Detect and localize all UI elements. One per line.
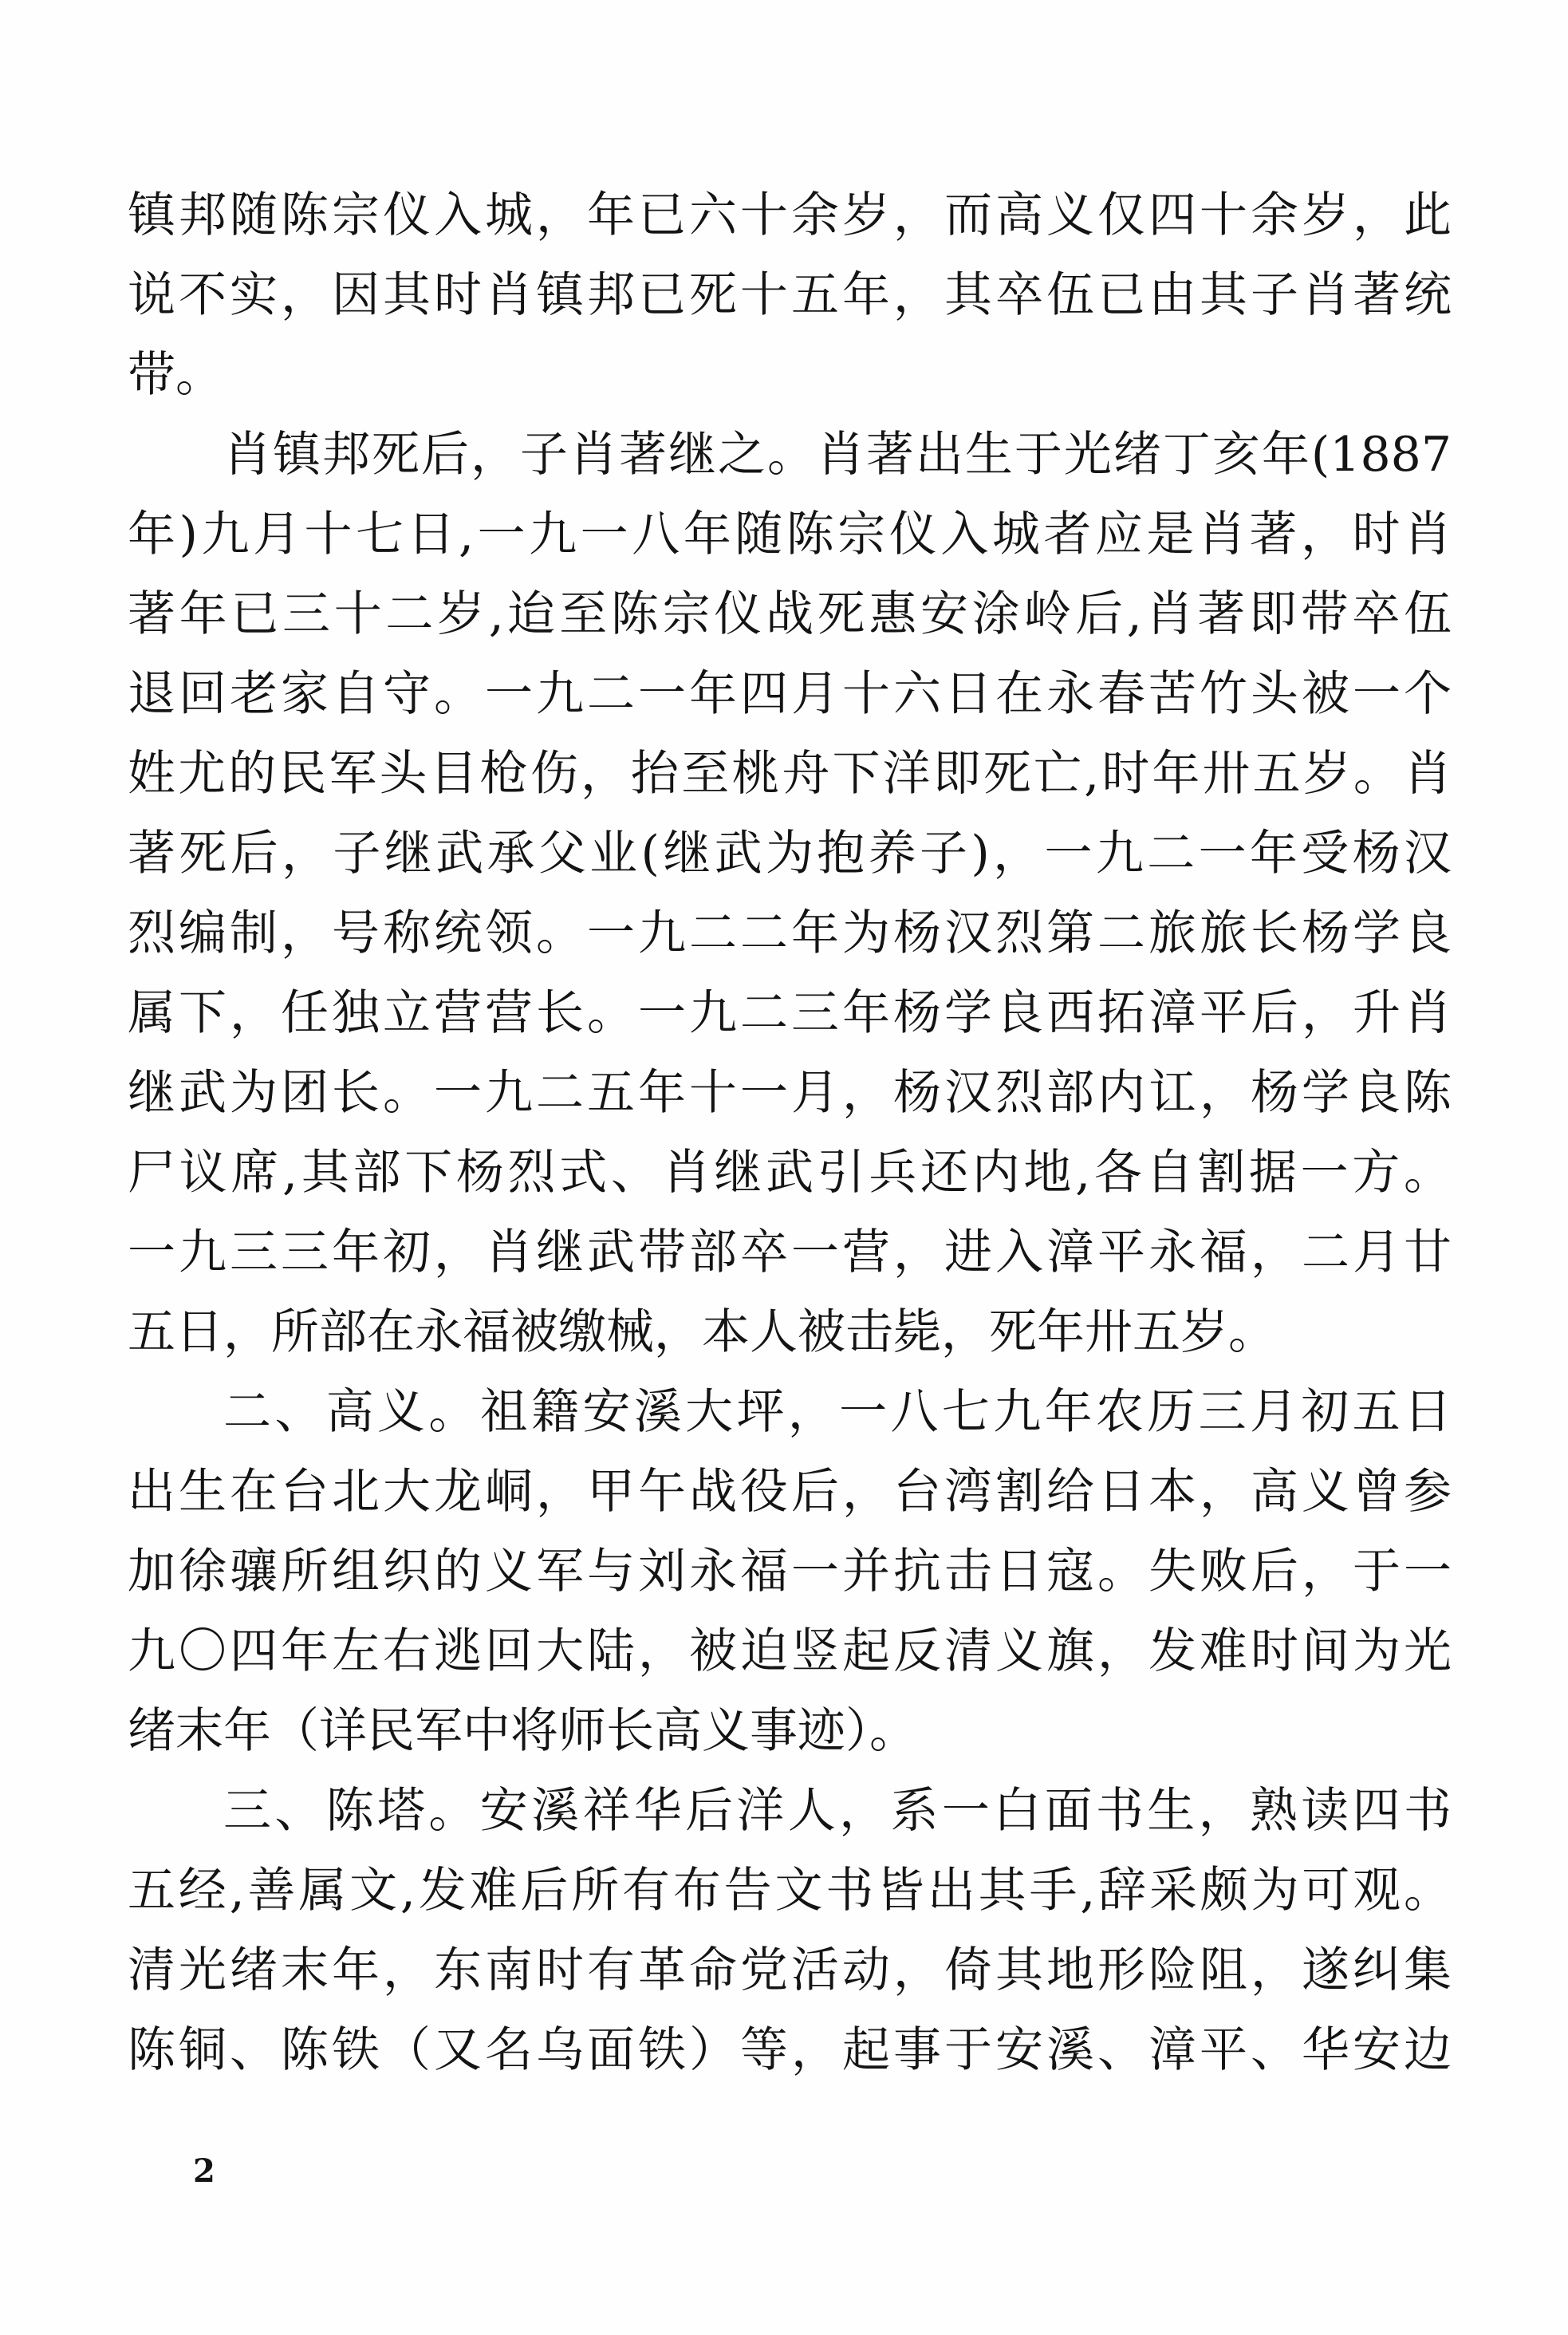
- text-line: 九〇四年左右逃回大陆，被迫竖起反清义旗，发难时间为光: [128, 1623, 1452, 1679]
- text-line: 继武为团长。一九二五年十一月，杨汉烈部内讧，杨学良陈: [128, 1065, 1452, 1121]
- text-line: 属下，任独立营营长。一九二三年杨学良西拓漳平后，升肖: [128, 985, 1452, 1041]
- text-line: 尸议席,其部下杨烈式、肖继武引兵还内地,各自割据一方。: [128, 1145, 1452, 1201]
- text-line: 带。: [128, 347, 223, 403]
- text-line: 烈编制，号称统领。一九二二年为杨汉烈第二旅旅长杨学良: [128, 905, 1452, 961]
- text-line: 肖镇邦死后，子肖著继之。肖著出生于光绪丁亥年(1887: [223, 427, 1452, 483]
- text-line: 加徐骧所组织的义军与刘永福一并抗击日寇。失败后，于一: [128, 1544, 1452, 1599]
- text-line: 著死后，子继武承父业(继武为抱养子)，一九二一年受杨汉: [128, 826, 1452, 882]
- text-line: 陈铜、陈铁（又名乌面铁）等，起事于安溪、漳平、华安边: [128, 2022, 1452, 2078]
- text-line: 说不实，因其时肖镇邦已死十五年，其卒伍已由其子肖著统: [128, 267, 1452, 323]
- text-line: 五日，所部在永福被缴械，本人被击毙，死年卅五岁。: [128, 1304, 1276, 1360]
- text-line: 镇邦随陈宗仪入城，年已六十余岁，而高义仅四十余岁，此: [128, 187, 1452, 243]
- body-text: [128, 176, 1452, 2090]
- text-line: 著年已三十二岁,迨至陈宗仪战死惠安涂岭后,肖著即带卒伍: [128, 586, 1452, 642]
- text-line: 退回老家自守。一九二一年四月十六日在永春苦竹头被一个: [128, 666, 1452, 722]
- text-line: 年)九月十七日,一九一八年随陈宗仪入城者应是肖著，时肖: [128, 507, 1452, 562]
- text-line: 绪末年（详民军中将师长高义事迹）。: [128, 1703, 917, 1759]
- page-number: 2: [193, 2152, 215, 2190]
- text-line: 姓尤的民军头目枪伤，抬至桃舟下洋即死亡,时年卅五岁。肖: [128, 746, 1452, 802]
- text-line: 二、高义。祖籍安溪大坪，一八七九年农历三月初五日: [223, 1384, 1452, 1440]
- text-line: 五经,善属文,发难后所有布告文书皆出其手,辞采颇为可观。: [128, 1863, 1452, 1919]
- text-line: 三、陈塔。安溪祥华后洋人，系一白面书生，熟读四书: [223, 1783, 1452, 1839]
- text-line: 出生在台北大龙峒，甲午战役后，台湾割给日本，高义曾参: [128, 1464, 1452, 1520]
- text-line: 清光绪末年，东南时有革命党活动，倚其地形险阻，遂纠集: [128, 1943, 1452, 1998]
- text-line: 一九三三年初，肖继武带部卒一营，进入漳平永福，二月廿: [128, 1225, 1452, 1280]
